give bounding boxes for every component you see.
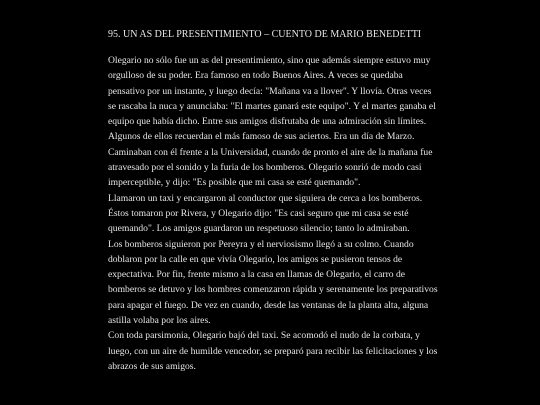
- paragraph: Olegario no sólo fue un as del presentimiento, sino que además siempre estuvo muy orgulloso de su poder. Era famoso en todo Buenos Aires. A veces se quedaba pensativo por un instante, y luego decía: "Mañana va a llover". Y llovía. Otras veces se rascaba la nuca y anunciaba: "El martes ganará este equipo". Y el martes ganaba el equipo que había dicho. Entre sus amigos disfrutaba de una admiración sin límites.: [108, 55, 436, 128]
- paragraph: Llamaron un taxi y encargaron al conductor que siguiera de cerca a los bomberos. Éstos tomaron por Rivera, y Olegario dijo: "Es casi seguro que mi casa se esté quemando". Los amigos guardaron un respetuoso silencio; tanto lo admiraban.: [108, 192, 423, 235]
- document-title: 95. UN AS DEL PRESENTIMIENTO – CUENTO DE MARIO BENEDETTI: [108, 29, 422, 40]
- document-page: [108, 28, 438, 374]
- paragraph: Los bomberos siguieron por Pereyra y el nerviosismo llegó a su colmo. Cuando doblaron por la calle en que vivía Olegario, los amigos se pusieron tensos de expectativa. Por fin, frente mismo a la casa en llamas de Olegario, el carro de bomberos se detuvo y los hombres comenzaron rápida y serenamente los preparativos para apagar el fuego. De vez en cuando, desde las ventanas de la planta alta, alguna astilla volaba por los aires.: [108, 238, 438, 327]
- paragraph: Algunos de ellos recuerdan el más famoso de sus aciertos. Era un día de Marzo. Caminaban con él frente a la Universidad, cuando de pronto el aire de la mañana fue atravesado por el sonido y la furia de los bomberos. Olegario sonrió de modo casi imperceptible, y dijo: "Es posible que mi casa se esté quemando".: [108, 131, 433, 189]
- paragraph: Con toda parsimonia, Olegario bajó del taxi. Se acomodó el nudo de la corbata, y luego, con un aire de humilde vencedor, se preparó para recibir las felicitaciones y los abrazos de sus amigos.: [108, 330, 438, 372]
